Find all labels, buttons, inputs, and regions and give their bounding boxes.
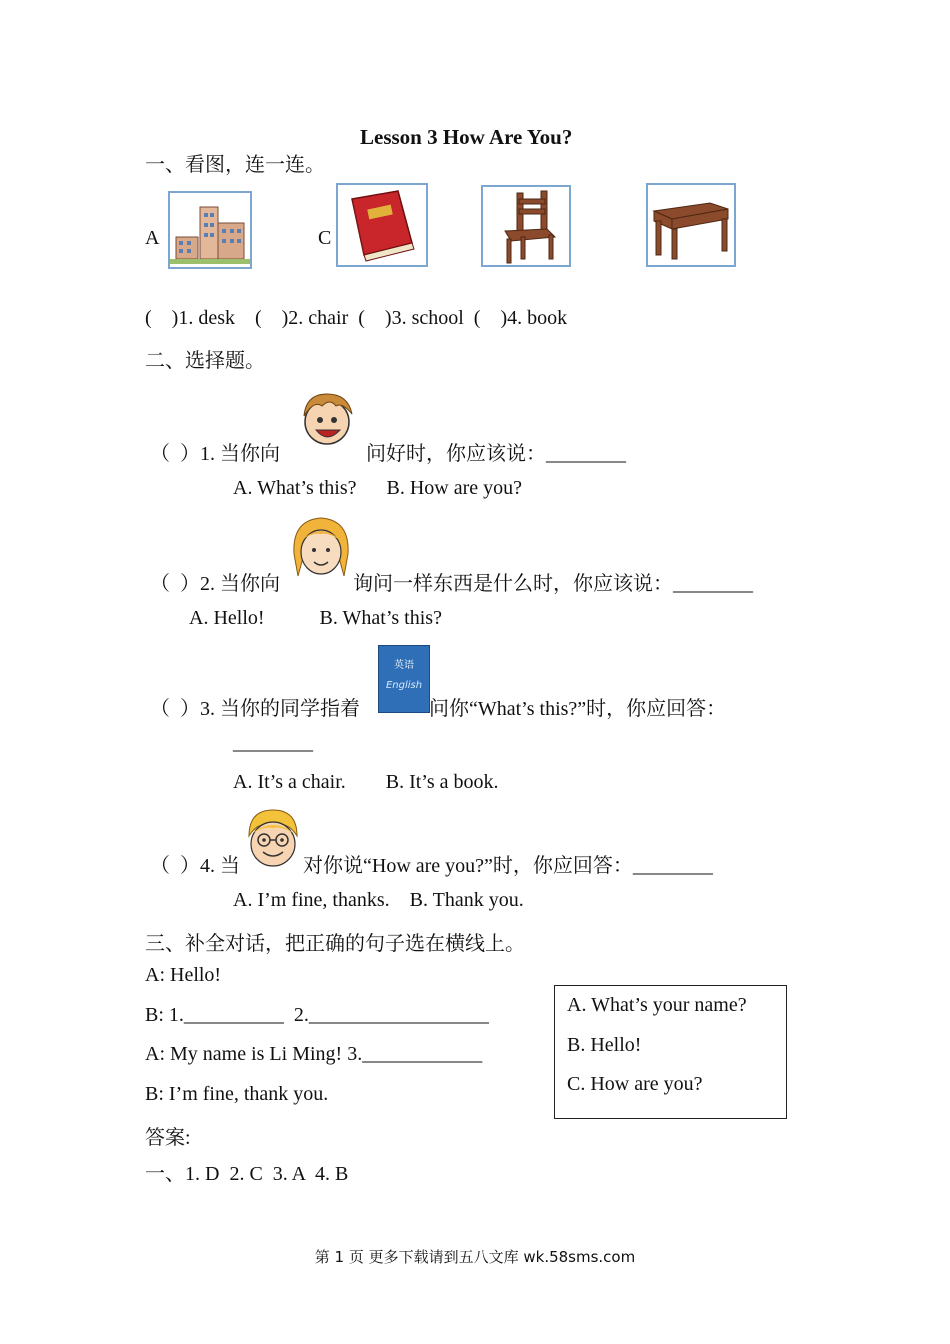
english-book-icon — [378, 645, 430, 713]
q4-prefix: （ ）4. 当 — [150, 855, 240, 877]
q1-suffix: 问好时，你应该说：________ — [366, 443, 626, 465]
q1-prefix: （ ）1. 当你向 — [150, 443, 280, 465]
answers-heading: 答案: — [145, 1127, 191, 1149]
book-image — [336, 183, 428, 267]
q3-blank: ________ — [233, 732, 313, 754]
q4-options: A. I’m fine, thanks. B. Thank you. — [233, 889, 524, 911]
chair-image — [481, 185, 571, 267]
label-c: C — [318, 227, 332, 249]
choice-b: B. Hello! — [567, 1034, 642, 1056]
q2-options: A. Hello! B. What’s this? — [189, 607, 442, 629]
dialogue-line-3: A: My name is Li Ming! 3.____________ — [145, 1043, 483, 1065]
q2-prefix: （ ）2. 当你向 — [150, 573, 280, 595]
part3-heading: 三、补全对话，把正确的句子选在横线上。 — [145, 933, 525, 955]
boy-face-icon — [296, 388, 358, 450]
q1-options: A. What’s this? B. How are you? — [233, 477, 523, 499]
answers-line-1: 一、1. D 2. C 3. A 4. B — [145, 1163, 349, 1185]
dialogue-line-4: B: I’m fine, thank you. — [145, 1083, 329, 1105]
choice-c: C. How are you? — [567, 1073, 703, 1095]
part1-heading: 一、看图，连一连。 — [145, 154, 325, 176]
girl-face-icon — [288, 514, 354, 582]
desk-image — [646, 183, 736, 267]
q3-suffix: 问你“What’s this?”时，你应回答： — [429, 698, 727, 720]
q3-prefix: （ ）3. 当你的同学指着 — [150, 698, 360, 720]
label-a: A — [145, 227, 160, 249]
q3-options: A. It’s a chair. B. It’s a book. — [233, 771, 499, 793]
page-footer: 第 1 页 更多下载请到五八文库 wk.58sms.com — [314, 1248, 636, 1266]
dialogue-line-2: B: 1.__________ 2.__________________ — [145, 1004, 489, 1026]
glasses-kid-icon — [243, 806, 303, 870]
choices-box — [554, 985, 787, 1119]
page-title: Lesson 3 How Are You? — [360, 125, 573, 149]
part2-heading: 二、选择题。 — [145, 350, 265, 372]
q2-suffix: 询问一样东西是什么时，你应该说：________ — [353, 573, 753, 595]
q4-suffix: 对你说“How are you?”时，你应回答：________ — [303, 855, 713, 877]
match-items: ( )1. desk ( )2. chair ( )3. school ( )4. book — [145, 307, 568, 329]
book-title-text: 英语 — [394, 660, 414, 671]
dialogue-line-1: A: Hello! — [145, 964, 222, 986]
choice-a: A. What’s your name? — [567, 994, 747, 1016]
school-image — [168, 191, 252, 269]
book-subtitle-text: English — [385, 680, 423, 691]
